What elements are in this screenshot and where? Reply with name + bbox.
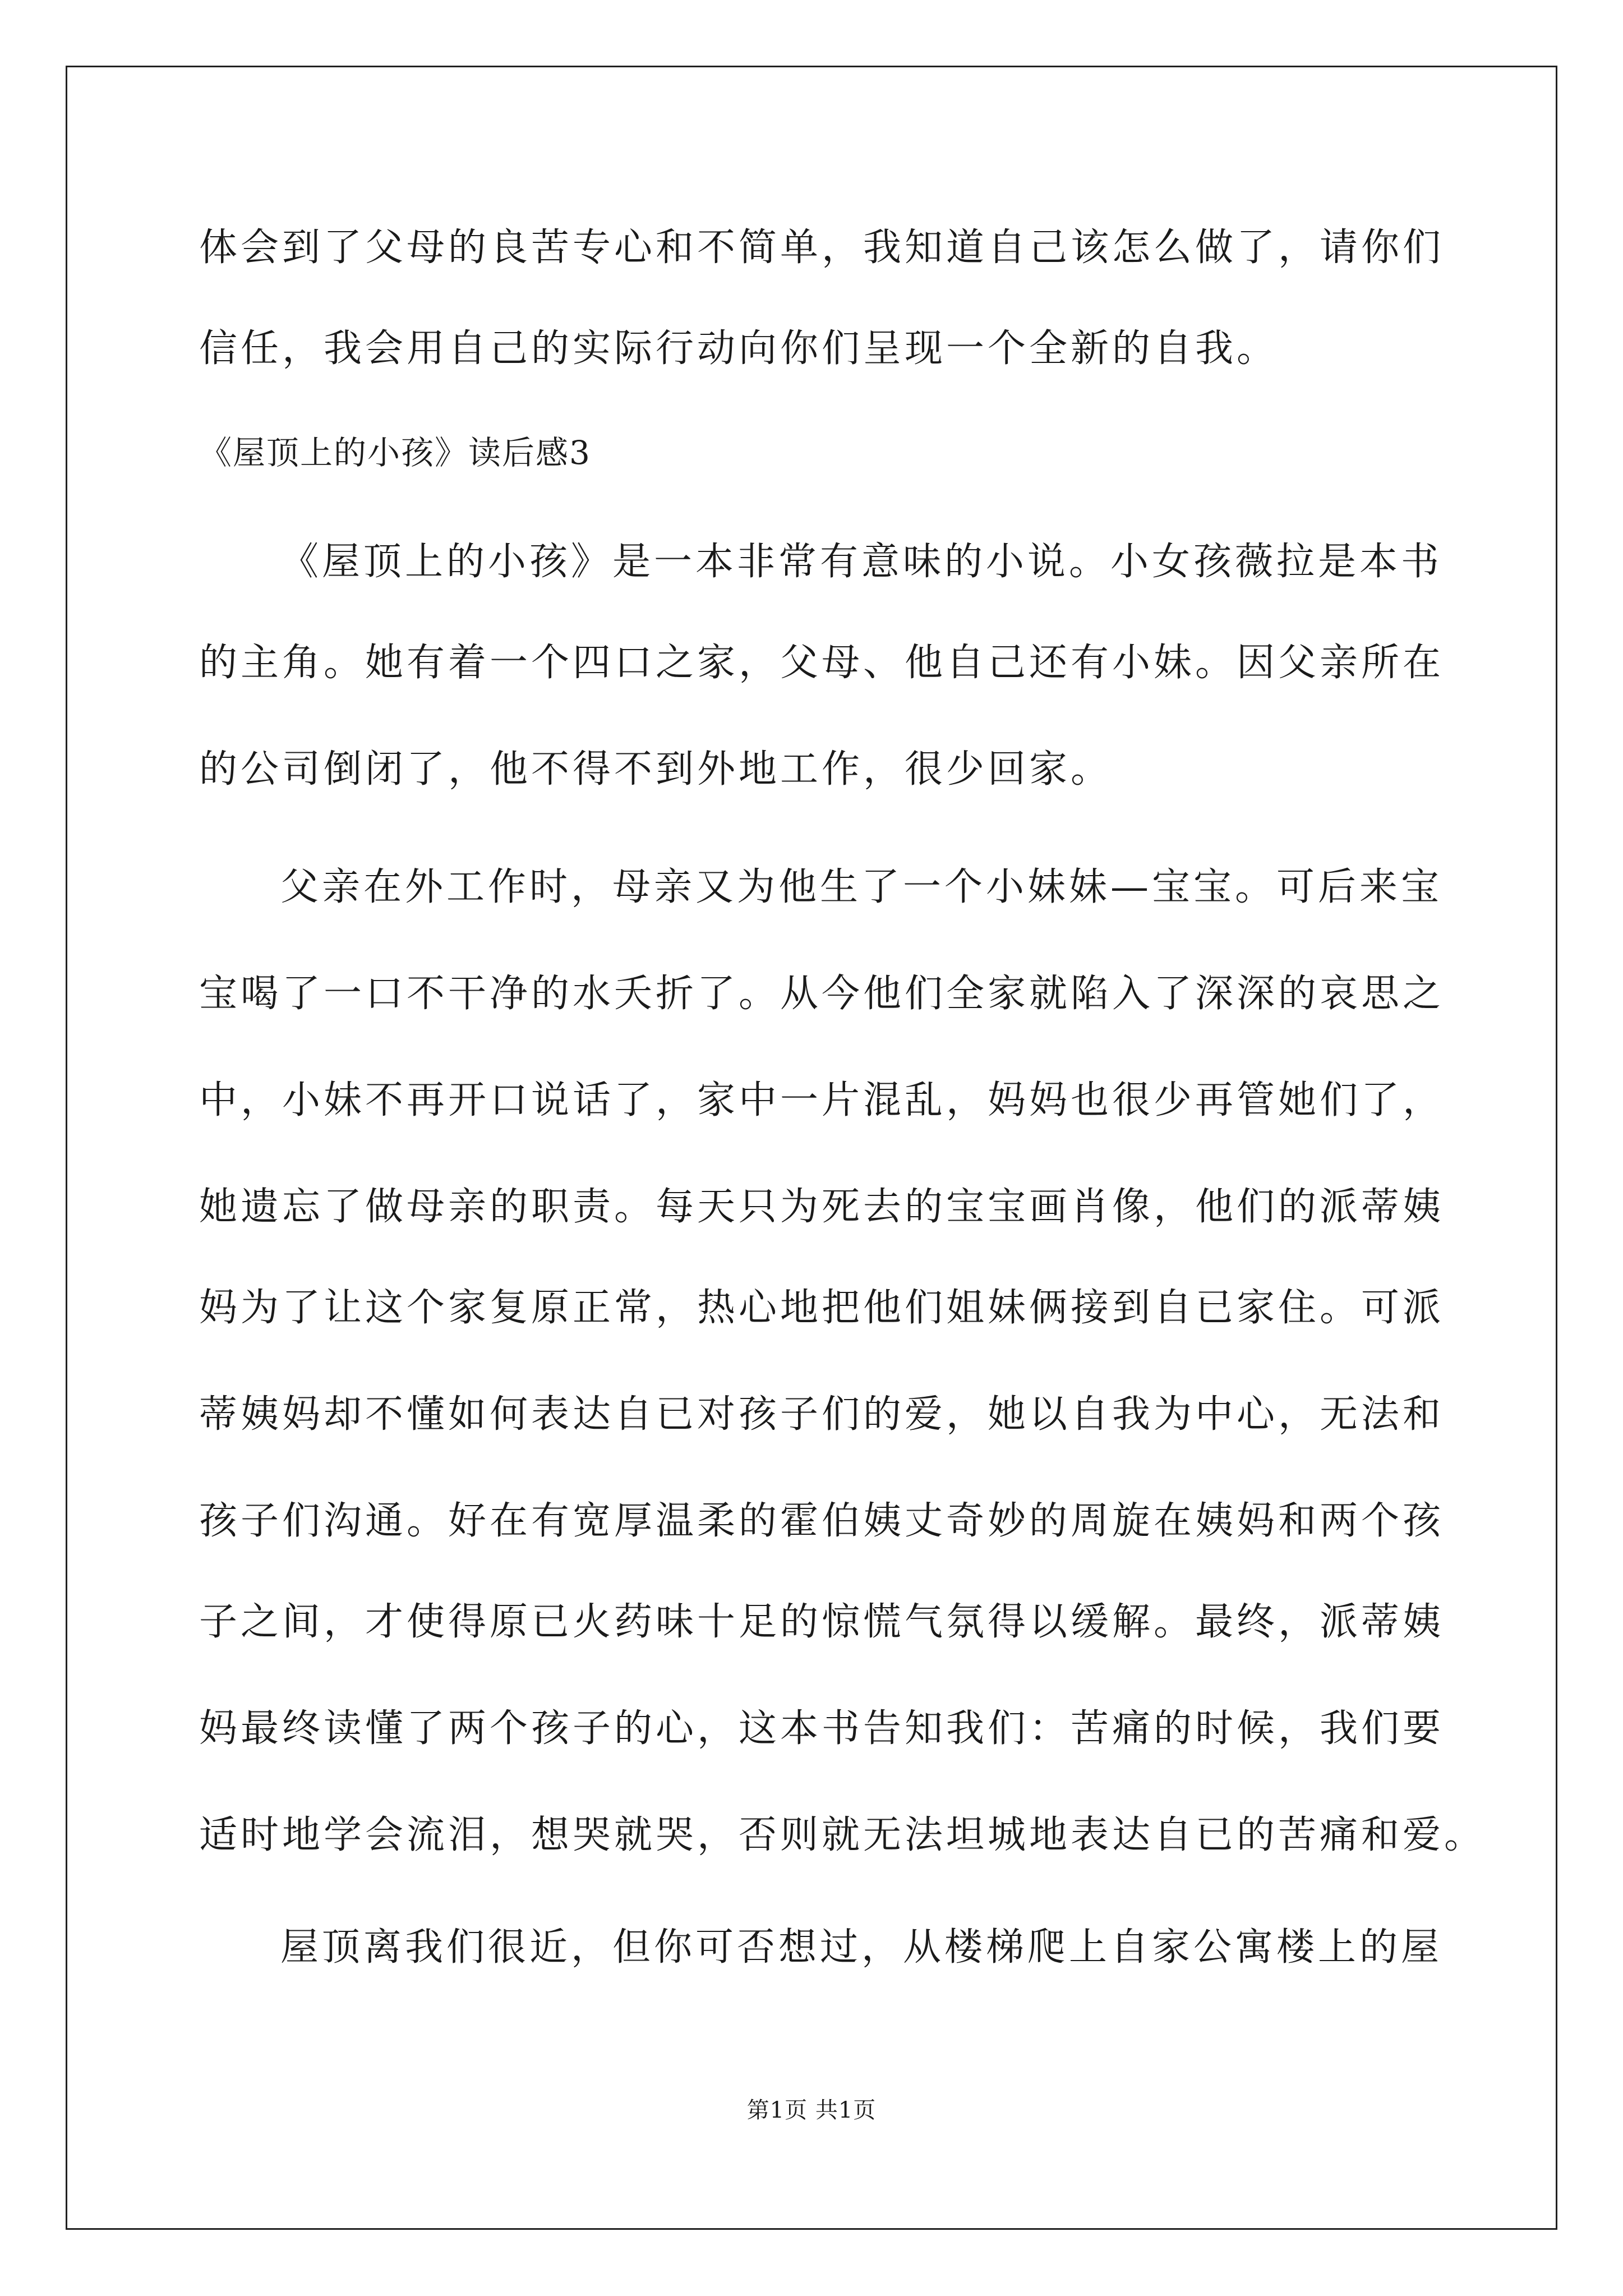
paragraph-2-line-9: 妈最终读懂了两个孩子的心，这本书告知我们：苦痛的时候，我们要 (199, 1706, 1445, 1751)
paragraph-2-line-4: 她遗忘了做母亲的职责。每天只为死去的宝宝画肖像，他们的派蒂姨 (199, 1185, 1445, 1229)
paragraph-2-line-8: 子之间，才使得原已火药味十足的惊慌气氛得以缓解。最终，派蒂姨 (199, 1600, 1445, 1644)
paragraph-2-line-7: 孩子们沟通。好在有宽厚温柔的霍伯姨丈奇妙的周旋在姨妈和两个孩 (199, 1499, 1445, 1543)
paragraph-2-line-10: 适时地学会流泪，想哭就哭，否则就无法坦城地表达自已的苦痛和爱。 (199, 1813, 1486, 1857)
paragraph-2-line-2: 宝喝了一口不干净的水夭折了。从今他们全家就陷入了深深的哀思之 (199, 972, 1445, 1016)
paragraph-1-line-3: 的公司倒闭了，他不得不到外地工作，很少回家。 (199, 747, 1113, 792)
paragraph-1-line-2: 的主角。她有着一个四口之家，父母、他自己还有小妹。因父亲所在 (199, 641, 1445, 685)
paragraph-2-line-5: 妈为了让这个家复原正常，热心地把他们姐妹俩接到自已家住。可派 (199, 1286, 1445, 1330)
paragraph-2-line-3: 中，小妹不再开口说话了，家中一片混乱，妈妈也很少再管她们了， (199, 1078, 1445, 1122)
paragraph-2-line-6: 蒂姨妈却不懂如何表达自已对孩子们的爱，她以自我为中心，无法和 (199, 1392, 1445, 1437)
body-line-1: 体会到了父母的良苦专心和不简单，我知道自己该怎么做了，请你们 (199, 226, 1445, 270)
page-frame (66, 66, 1557, 2230)
paragraph-3-line-1: 屋顶离我们很近，但你可否想过，从楼梯爬上自家公寓楼上的屋 (280, 1925, 1443, 1970)
section-heading: 《屋顶上的小孩》读后感3 (199, 434, 591, 472)
page-number-footer: 第1页 共1页 (746, 2097, 877, 2123)
body-line-2: 信任，我会用自己的实际行动向你们呈现一个全新的自我。 (199, 326, 1279, 371)
paragraph-2-line-1: 父亲在外工作时，母亲又为他生了一个小妹妹—宝宝。可后来宝 (280, 865, 1443, 909)
paragraph-1-line-1: 《屋顶上的小孩》是一本非常有意味的小说。小女孩薇拉是本书 (280, 540, 1443, 584)
